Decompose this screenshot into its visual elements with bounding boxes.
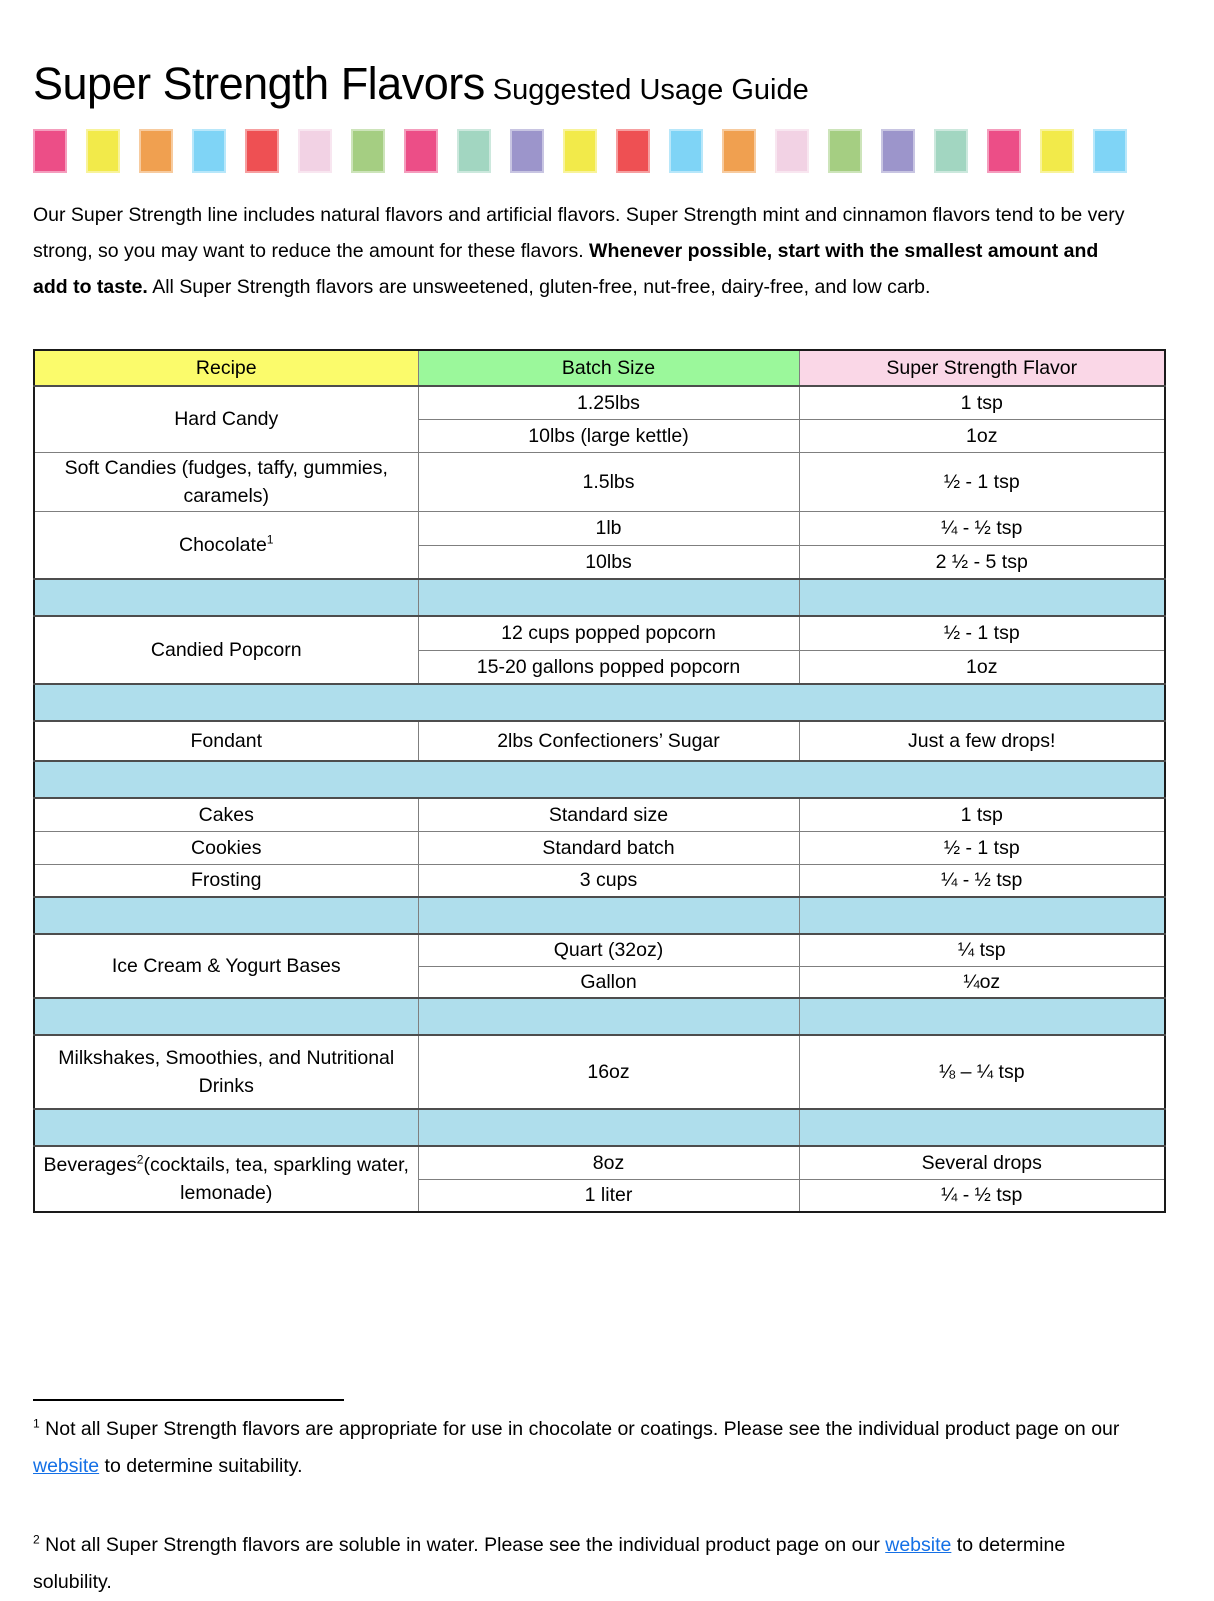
intro-bold-text: Whenever possible, start with the smallest amount and add to taste. [33,240,1099,298]
stripe-square-yellow [86,129,120,173]
flavor-header: Super Strength Flavor [799,350,1165,386]
spacer-row [34,1109,1165,1146]
recipe-cell: Fondant [34,721,418,761]
stripe-square-blue [192,129,226,173]
footnotes-section [33,1399,1164,1601]
batch-cell: 10lbs (large kettle) [418,419,799,452]
batch-cell: Gallon [418,966,799,998]
batch-cell: 1lb [418,511,799,545]
flavor-cell: ¼ tsp [799,934,1165,966]
stripe-square-red [245,129,279,173]
flavor-cell: 1oz [799,650,1165,684]
batch-size-header: Batch Size [418,350,799,386]
flavor-cell: ½ - 1 tsp [799,831,1165,864]
stripe-square-purple [881,129,915,173]
recipe-cell: Candied Popcorn [34,616,418,684]
batch-cell: 12 cups popped popcorn [418,616,799,650]
intro-text-2: All Super Strength flavors are unsweetened, gluten-free, nut-free, dairy-free, and low carb. [147,276,931,298]
website-link-2[interactable]: website [885,1534,952,1556]
flavor-cell: ½ - 1 tsp [799,452,1165,511]
flavor-cell: 1 tsp [799,386,1165,419]
batch-cell: 8oz [418,1146,799,1179]
stripe-square-lightpink [298,129,332,173]
flavor-cell: 1 tsp [799,798,1165,831]
footnote-ref-1: 1 [266,532,274,547]
stripe-square-lightpink [775,129,809,173]
stripe-square-pink [404,129,438,173]
spacer-row [34,761,1165,798]
recipe-cell: Frosting [34,864,418,897]
batch-cell: 1.5lbs [418,452,799,511]
stripe-square-seafoam [934,129,968,173]
table-row [34,721,1165,761]
recipe-cell: Milkshakes, Smoothies, and Nutritional Drinks [34,1035,418,1109]
title-main: Super Strength Flavors [33,58,485,109]
usage-table [33,349,1166,1213]
footnote-ref-2: 2 [136,1152,144,1167]
stripe-square-yellow [1040,129,1074,173]
color-stripe [33,129,1164,173]
recipe-cell: Cakes [34,798,418,831]
stripe-square-blue [669,129,703,173]
batch-cell: 3 cups [418,864,799,897]
stripe-square-orange [139,129,173,173]
batch-cell: Standard size [418,798,799,831]
batch-cell: 15-20 gallons popped popcorn [418,650,799,684]
flavor-cell: ½ - 1 tsp [799,616,1165,650]
stripe-square-red [616,129,650,173]
flavor-cell: Several drops [799,1146,1165,1179]
batch-cell: 1 liter [418,1179,799,1212]
table-row [34,1035,1165,1109]
batch-cell: 10lbs [418,545,799,579]
recipe-cell: Ice Cream & Yogurt Bases [34,934,418,998]
batch-cell: Standard batch [418,831,799,864]
spacer-row [34,897,1165,934]
flavor-cell: ⅛ – ¼ tsp [799,1035,1165,1109]
stripe-square-pink [987,129,1021,173]
table-row [34,616,1165,650]
stripe-square-pink [33,129,67,173]
spacer-row [34,684,1165,721]
recipe-cell: Beverages$^2$(cocktails, tea, sparkling water, lemonade) [34,1146,418,1212]
footnote-marker-1: 1 [33,1416,40,1431]
title-subtitle: Suggested Usage Guide [492,74,809,106]
recipe-cell: Soft Candies (fudges, taffy, gummies, caramels) [34,452,418,511]
stripe-square-orange [722,129,756,173]
recipe-cell: Cookies [34,831,418,864]
intro-paragraph [33,197,1138,305]
recipe-header: Recipe [34,350,418,386]
table-row [34,798,1165,831]
table-row [34,864,1165,897]
website-link-1[interactable]: website [33,1455,100,1477]
stripe-square-seafoam [457,129,491,173]
table-row [34,511,1165,545]
table-row [34,452,1165,511]
flavor-cell: ¼ - ½ tsp [799,1179,1165,1212]
stripe-square-blue [1093,129,1127,173]
flavor-cell: ¼ - ½ tsp [799,511,1165,545]
flavor-cell: ¼ - ½ tsp [799,864,1165,897]
batch-cell: 16oz [418,1035,799,1109]
stripe-square-yellow [563,129,597,173]
table-header-row [34,350,1165,386]
footnote-divider [33,1399,344,1401]
batch-cell: Quart (32oz) [418,934,799,966]
flavor-cell: Just a few drops! [799,721,1165,761]
flavor-cell: 2 ½ - 5 tsp [799,545,1165,579]
table-row [34,386,1165,419]
footnote-1: $^1$ Not all Super Strength flavors are appropriate for use in chocolate or coatings. Please see the individual product page on our website to determine suitability. [33,1416,1120,1477]
flavor-cell: ¼oz [799,966,1165,998]
recipe-cell: Chocolate$^1$ [34,511,418,579]
intro-text-1: Our Super Strength line includes natural flavors and artificial flavors. Super Strength mint and cinnamon flavors tend to be very strong, so you may want to reduce the amount for these flavors. [33,204,1125,262]
spacer-row [34,579,1165,616]
table-row [34,1146,1165,1179]
page-title [33,58,1164,110]
flavor-cell: 1oz [799,419,1165,452]
recipe-cell: Hard Candy [34,386,418,452]
batch-cell: 2lbs Confectioners’ Sugar [418,721,799,761]
stripe-square-green [828,129,862,173]
footnote-2: $^2$ Not all Super Strength flavors are soluble in water. Please see the individual product page on our website to determine solubility. [33,1532,1066,1593]
table-row [34,831,1165,864]
table-row [34,934,1165,966]
stripe-square-purple [510,129,544,173]
spacer-row [34,998,1165,1035]
stripe-square-green [351,129,385,173]
batch-cell: 1.25lbs [418,386,799,419]
footnote-marker-2: 2 [33,1532,40,1547]
